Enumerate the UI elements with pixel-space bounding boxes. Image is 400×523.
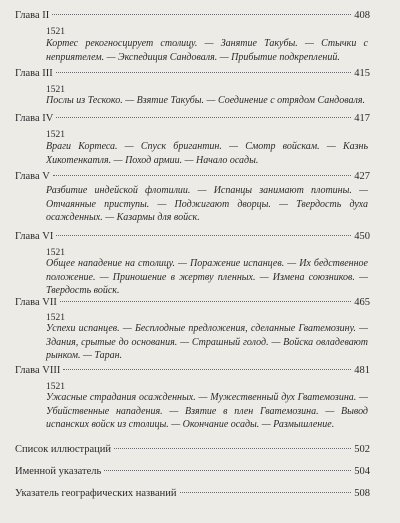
chapter-summary: Ужасные страдания осажденных. — Мужественный дух Гватемозина. — Убийственные нападения. — Взятие в плен Гватемозина. — Вывод испанских войск из столицы. — Окончание осады. — Размышление.	[46, 392, 368, 431]
page-number: 481	[354, 365, 370, 376]
page-number: 450	[354, 231, 370, 242]
chapter-year: 1521	[46, 85, 65, 95]
toc-entry-chapter-8[interactable]	[15, 365, 370, 377]
dot-leader	[63, 369, 351, 370]
chapter-summary: Кортес рекогносцирует столицу. — Занятие Такубы. — Стычки с неприятелем. — Экспедиция Сандоваля. — Прибытие подкреплений.	[46, 38, 368, 63]
chapter-year: 1521	[46, 313, 65, 323]
dot-leader	[56, 72, 351, 73]
page-number: 408	[354, 10, 370, 21]
chapter-summary: Послы из Тескоко. — Взятие Такубы. — Соединение с отрядом Сандоваля.	[46, 95, 366, 106]
toc-entry-geo-index[interactable]	[15, 488, 370, 500]
toc-entry-chapter-2[interactable]	[15, 10, 370, 22]
entry-title: Именной указатель	[15, 466, 102, 477]
page-number: 417	[354, 113, 370, 124]
chapter-title: Глава VIII	[15, 365, 61, 376]
page-number: 465	[354, 297, 370, 308]
chapter-summary: Разбитие индейской флотилии. — Испанцы занимают плотины. — Отчаянные приступы. — Поджигают дворцы. — Твердость духа осажденных. — Казармы для войск.	[46, 185, 368, 224]
chapter-summary: Общее нападение на столицу. — Поражение испанцев. — Их бедственное положение. — Приношение в жертву пленных. — Измена союзников. — Твердость войск.	[46, 258, 368, 297]
entry-title: Указатель географических названий	[15, 488, 177, 499]
dot-leader	[60, 301, 351, 302]
dot-leader	[53, 175, 351, 176]
dot-leader	[52, 14, 351, 15]
chapter-title: Глава III	[15, 68, 53, 79]
chapter-title: Глава IV	[15, 113, 54, 124]
page-number: 508	[354, 488, 370, 499]
chapter-title: Глава II	[15, 10, 50, 21]
chapter-summary: Успехи испанцев. — Бесплодные предложения, сделанные Гватемозину. — Здания, срытые до основания. — Страшный голод. — Войска овладевают рынком. — Таран.	[46, 323, 368, 362]
dot-leader	[180, 492, 352, 493]
dot-leader	[114, 448, 351, 449]
chapter-year: 1521	[46, 130, 65, 140]
chapter-title: Глава V	[15, 171, 50, 182]
chapter-year: 1521	[46, 382, 65, 392]
toc-entry-chapter-3[interactable]	[15, 68, 370, 80]
dot-leader	[56, 117, 351, 118]
toc-entry-name-index[interactable]	[15, 466, 370, 478]
page-number: 504	[354, 466, 370, 477]
toc-entry-chapter-6[interactable]	[15, 231, 370, 243]
page-number: 427	[354, 171, 370, 182]
chapter-title: Глава VI	[15, 231, 54, 242]
page-number: 415	[354, 68, 370, 79]
toc-entry-chapter-7[interactable]	[15, 297, 370, 309]
toc-entry-chapter-4[interactable]	[15, 113, 370, 125]
dot-leader	[104, 470, 351, 471]
entry-title: Список иллюстраций	[15, 444, 111, 455]
chapter-year: 1521	[46, 27, 65, 37]
toc-entry-chapter-5[interactable]	[15, 171, 370, 183]
dot-leader	[56, 235, 351, 236]
toc-entry-illustrations[interactable]	[15, 444, 370, 456]
chapter-summary: Враги Кортеса. — Спуск бригантин. — Смотр войскам. — Казнь Хикотенкатля. — Поход армии. — Начало осады.	[46, 141, 368, 166]
page-number: 502	[354, 444, 370, 455]
chapter-year: 1521	[46, 248, 65, 258]
chapter-title: Глава VII	[15, 297, 57, 308]
